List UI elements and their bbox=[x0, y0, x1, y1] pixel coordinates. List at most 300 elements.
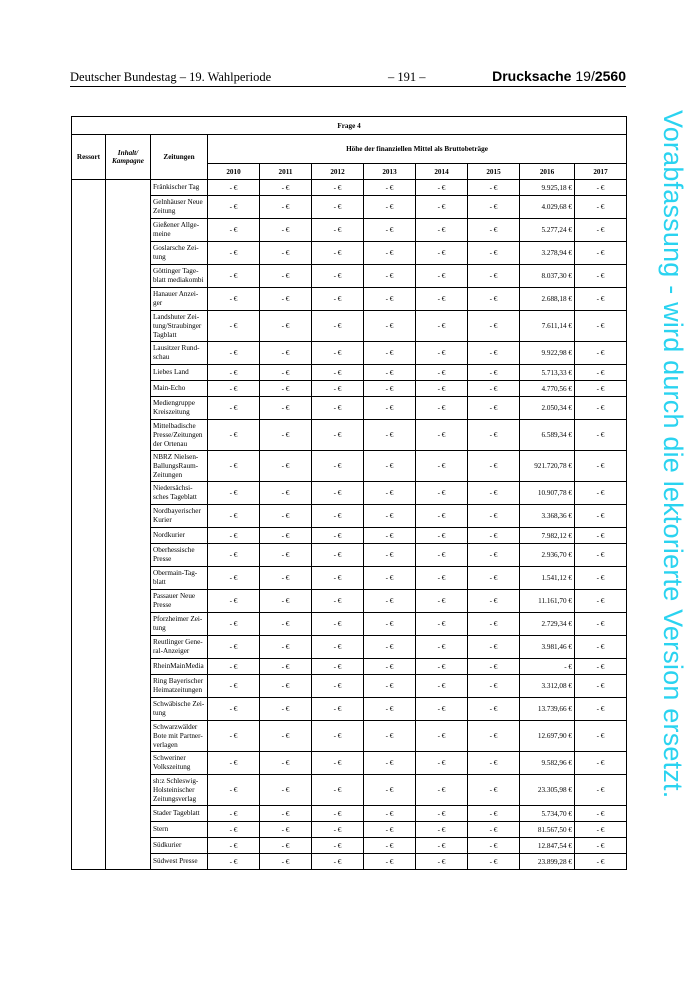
amount-2011: - € bbox=[260, 528, 312, 544]
amount-2012: - € bbox=[312, 752, 364, 775]
table-row bbox=[72, 311, 627, 342]
table-row bbox=[72, 838, 627, 854]
amount-2010: - € bbox=[208, 698, 260, 721]
amount-2016: 81.567,50 € bbox=[520, 822, 575, 838]
amount-2014: - € bbox=[416, 854, 468, 870]
amount-2012: - € bbox=[312, 420, 364, 451]
amount-2014: - € bbox=[416, 590, 468, 613]
table-row bbox=[72, 196, 627, 219]
amount-2011: - € bbox=[260, 854, 312, 870]
amount-2015: - € bbox=[468, 482, 520, 505]
newspaper-name: Göttinger Tage-blatt mediakombi bbox=[151, 265, 208, 288]
amount-2012: - € bbox=[312, 451, 364, 482]
amount-2011: - € bbox=[260, 659, 312, 675]
amount-2015: - € bbox=[468, 180, 520, 196]
amount-2015: - € bbox=[468, 659, 520, 675]
amount-2016: 3.981,46 € bbox=[520, 636, 575, 659]
amount-2013: - € bbox=[364, 219, 416, 242]
newspaper-name: Fränkischer Tag bbox=[151, 180, 208, 196]
amount-2014: - € bbox=[416, 675, 468, 698]
year-header-2012: 2012 bbox=[312, 164, 364, 180]
year-header-2014: 2014 bbox=[416, 164, 468, 180]
amount-2012: - € bbox=[312, 838, 364, 854]
amount-2012: - € bbox=[312, 219, 364, 242]
amount-2017: - € bbox=[575, 806, 627, 822]
amount-2012: - € bbox=[312, 196, 364, 219]
table-row bbox=[72, 180, 627, 196]
amount-2017: - € bbox=[575, 397, 627, 420]
table-row bbox=[72, 505, 627, 528]
drucksache-number: 2560 bbox=[594, 68, 626, 84]
newspaper-name: Hanauer Anzei-ger bbox=[151, 288, 208, 311]
amount-2017: - € bbox=[575, 752, 627, 775]
newspaper-name: Niedersächsi-sches Tageblatt bbox=[151, 482, 208, 505]
amount-2011: - € bbox=[260, 420, 312, 451]
amount-2017: - € bbox=[575, 613, 627, 636]
amount-2014: - € bbox=[416, 544, 468, 567]
amount-2012: - € bbox=[312, 180, 364, 196]
newspaper-name: Stader Tageblatt bbox=[151, 806, 208, 822]
amount-2013: - € bbox=[364, 822, 416, 838]
amount-2014: - € bbox=[416, 528, 468, 544]
amount-2013: - € bbox=[364, 775, 416, 806]
amount-2017: - € bbox=[575, 721, 627, 752]
table-row bbox=[72, 636, 627, 659]
amount-2011: - € bbox=[260, 219, 312, 242]
amount-2011: - € bbox=[260, 451, 312, 482]
amount-2015: - € bbox=[468, 854, 520, 870]
amount-2013: - € bbox=[364, 636, 416, 659]
amount-2014: - € bbox=[416, 752, 468, 775]
amount-2013: - € bbox=[364, 365, 416, 381]
amount-2016: 9.582,96 € bbox=[520, 752, 575, 775]
amount-2012: - € bbox=[312, 567, 364, 590]
amount-2011: - € bbox=[260, 311, 312, 342]
amount-2013: - € bbox=[364, 397, 416, 420]
funding-table bbox=[71, 116, 627, 870]
amount-2015: - € bbox=[468, 822, 520, 838]
amount-2015: - € bbox=[468, 219, 520, 242]
amount-2010: - € bbox=[208, 806, 260, 822]
amount-2015: - € bbox=[468, 242, 520, 265]
amount-2017: - € bbox=[575, 567, 627, 590]
amount-2016: 8.037,30 € bbox=[520, 265, 575, 288]
amount-2010: - € bbox=[208, 567, 260, 590]
amount-2017: - € bbox=[575, 659, 627, 675]
newspaper-name: Main-Echo bbox=[151, 381, 208, 397]
amount-2017: - € bbox=[575, 636, 627, 659]
amount-2014: - € bbox=[416, 219, 468, 242]
watermark bbox=[658, 110, 698, 900]
newspaper-name: Gießener Allge-meine bbox=[151, 219, 208, 242]
amount-2015: - € bbox=[468, 675, 520, 698]
amount-2015: - € bbox=[468, 397, 520, 420]
newspaper-name: Landshuter Zei-tung/Straubinger Tagblatt bbox=[151, 311, 208, 342]
newspaper-name: RheinMainMedia bbox=[151, 659, 208, 675]
amount-2013: - € bbox=[364, 613, 416, 636]
amount-2016: 11.161,70 € bbox=[520, 590, 575, 613]
amount-2011: - € bbox=[260, 675, 312, 698]
amount-2010: - € bbox=[208, 775, 260, 806]
amount-2012: - € bbox=[312, 806, 364, 822]
newspaper-name: Schwäbische Zei-tung bbox=[151, 698, 208, 721]
newspaper-name: Passauer Neue Presse bbox=[151, 590, 208, 613]
amount-2011: - € bbox=[260, 822, 312, 838]
amount-2014: - € bbox=[416, 838, 468, 854]
amount-2011: - € bbox=[260, 242, 312, 265]
amount-2017: - € bbox=[575, 698, 627, 721]
amount-2010: - € bbox=[208, 381, 260, 397]
newspaper-name: Mediengruppe Kreiszeitung bbox=[151, 397, 208, 420]
table-row bbox=[72, 698, 627, 721]
amount-2015: - € bbox=[468, 288, 520, 311]
year-header-2016: 2016 bbox=[520, 164, 575, 180]
amount-2013: - € bbox=[364, 265, 416, 288]
amount-2017: - € bbox=[575, 420, 627, 451]
amount-2013: - € bbox=[364, 342, 416, 365]
amount-2016: 2.936,70 € bbox=[520, 544, 575, 567]
amount-2013: - € bbox=[364, 675, 416, 698]
amount-2015: - € bbox=[468, 636, 520, 659]
amount-2014: - € bbox=[416, 822, 468, 838]
amount-2013: - € bbox=[364, 311, 416, 342]
amount-2014: - € bbox=[416, 180, 468, 196]
amount-2015: - € bbox=[468, 806, 520, 822]
year-header-2017: 2017 bbox=[575, 164, 627, 180]
amount-2016: 6.589,34 € bbox=[520, 420, 575, 451]
amount-2016: 2.050,34 € bbox=[520, 397, 575, 420]
amount-2011: - € bbox=[260, 544, 312, 567]
amount-2013: - € bbox=[364, 698, 416, 721]
amount-2016: 921.720,78 € bbox=[520, 451, 575, 482]
year-header-2015: 2015 bbox=[468, 164, 520, 180]
amount-2011: - € bbox=[260, 806, 312, 822]
watermark-text: Vorabfassung - wird durch die lektorierte Version ersetzt. bbox=[658, 110, 688, 799]
amount-2017: - € bbox=[575, 381, 627, 397]
amount-2014: - € bbox=[416, 721, 468, 752]
amount-2017: - € bbox=[575, 482, 627, 505]
newspaper-name: Reutlinger Gene-ral-Anzeiger bbox=[151, 636, 208, 659]
amount-2012: - € bbox=[312, 636, 364, 659]
table-row bbox=[72, 590, 627, 613]
amount-2014: - € bbox=[416, 806, 468, 822]
amount-2012: - € bbox=[312, 698, 364, 721]
ressort-column-header: Ressort bbox=[72, 135, 106, 180]
amount-2016: 7.611,14 € bbox=[520, 311, 575, 342]
amount-2015: - € bbox=[468, 420, 520, 451]
amount-2015: - € bbox=[468, 265, 520, 288]
amount-2015: - € bbox=[468, 451, 520, 482]
amount-2012: - € bbox=[312, 854, 364, 870]
amount-2016: 2.729,34 € bbox=[520, 613, 575, 636]
amount-2016: 9.922,98 € bbox=[520, 342, 575, 365]
amount-2015: - € bbox=[468, 775, 520, 806]
table-row bbox=[72, 775, 627, 806]
amount-2014: - € bbox=[416, 613, 468, 636]
table-row bbox=[72, 397, 627, 420]
amount-2017: - € bbox=[575, 265, 627, 288]
amount-2011: - € bbox=[260, 636, 312, 659]
amount-2017: - € bbox=[575, 838, 627, 854]
amount-2016: 3.278,94 € bbox=[520, 242, 575, 265]
amount-2011: - € bbox=[260, 698, 312, 721]
amount-2011: - € bbox=[260, 567, 312, 590]
inhalt-column-header: Inhalt/ Kampagne bbox=[106, 135, 151, 180]
table-row bbox=[72, 482, 627, 505]
amount-2012: - € bbox=[312, 265, 364, 288]
amount-2014: - € bbox=[416, 196, 468, 219]
amount-2016: 10.907,78 € bbox=[520, 482, 575, 505]
newspaper-name: Obermain-Tag-blatt bbox=[151, 567, 208, 590]
ressort-cell bbox=[72, 180, 106, 870]
amount-2010: - € bbox=[208, 420, 260, 451]
table-row bbox=[72, 381, 627, 397]
amount-2011: - € bbox=[260, 180, 312, 196]
amount-2011: - € bbox=[260, 265, 312, 288]
amount-2011: - € bbox=[260, 342, 312, 365]
year-header-2011: 2011 bbox=[260, 164, 312, 180]
table-row bbox=[72, 219, 627, 242]
amount-2017: - € bbox=[575, 288, 627, 311]
table-row bbox=[72, 806, 627, 822]
question-header: Frage 4 bbox=[72, 117, 627, 135]
amount-2013: - € bbox=[364, 482, 416, 505]
amount-2012: - € bbox=[312, 482, 364, 505]
amount-2016: 13.739,66 € bbox=[520, 698, 575, 721]
amount-2014: - € bbox=[416, 242, 468, 265]
table-row bbox=[72, 675, 627, 698]
amount-2013: - € bbox=[364, 752, 416, 775]
amount-2014: - € bbox=[416, 567, 468, 590]
amount-2011: - € bbox=[260, 838, 312, 854]
page-number: – 191 – bbox=[388, 70, 426, 84]
year-header-2010: 2010 bbox=[208, 164, 260, 180]
amount-2011: - € bbox=[260, 775, 312, 806]
amount-2013: - € bbox=[364, 567, 416, 590]
amount-2017: - € bbox=[575, 451, 627, 482]
newspaper-name: Lausitzer Rund-schau bbox=[151, 342, 208, 365]
amount-2010: - € bbox=[208, 528, 260, 544]
amount-2010: - € bbox=[208, 265, 260, 288]
amount-2013: - € bbox=[364, 420, 416, 451]
newspaper-name: Nordkurier bbox=[151, 528, 208, 544]
amount-2013: - € bbox=[364, 854, 416, 870]
amount-2010: - € bbox=[208, 451, 260, 482]
amount-group-header: Höhe der finanziellen Mittel als Bruttobeträge bbox=[208, 135, 627, 164]
amount-2013: - € bbox=[364, 544, 416, 567]
amount-2012: - € bbox=[312, 822, 364, 838]
table-row bbox=[72, 659, 627, 675]
amount-2016: - € bbox=[520, 659, 575, 675]
amount-2010: - € bbox=[208, 219, 260, 242]
amount-2011: - € bbox=[260, 397, 312, 420]
amount-2016: 2.688,18 € bbox=[520, 288, 575, 311]
amount-2016: 4.770,56 € bbox=[520, 381, 575, 397]
amount-2017: - € bbox=[575, 365, 627, 381]
table-row bbox=[72, 242, 627, 265]
amount-2015: - € bbox=[468, 838, 520, 854]
amount-2012: - € bbox=[312, 659, 364, 675]
amount-2016: 3.368,36 € bbox=[520, 505, 575, 528]
amount-2010: - € bbox=[208, 822, 260, 838]
amount-2014: - € bbox=[416, 397, 468, 420]
amount-2014: - € bbox=[416, 381, 468, 397]
amount-2012: - € bbox=[312, 775, 364, 806]
amount-2012: - € bbox=[312, 528, 364, 544]
amount-2010: - € bbox=[208, 659, 260, 675]
amount-2017: - € bbox=[575, 242, 627, 265]
amount-2017: - € bbox=[575, 219, 627, 242]
amount-2013: - € bbox=[364, 381, 416, 397]
document-number bbox=[492, 68, 626, 84]
amount-2013: - € bbox=[364, 590, 416, 613]
amount-2010: - € bbox=[208, 365, 260, 381]
newspaper-name: Pforzheimer Zei-tung bbox=[151, 613, 208, 636]
amount-2011: - € bbox=[260, 381, 312, 397]
amount-2016: 5.277,24 € bbox=[520, 219, 575, 242]
amount-2012: - € bbox=[312, 613, 364, 636]
amount-2013: - € bbox=[364, 528, 416, 544]
amount-2017: - € bbox=[575, 505, 627, 528]
table-row bbox=[72, 265, 627, 288]
year-header-2013: 2013 bbox=[364, 164, 416, 180]
amount-2012: - € bbox=[312, 288, 364, 311]
amount-2016: 1.541,12 € bbox=[520, 567, 575, 590]
amount-2015: - € bbox=[468, 528, 520, 544]
amount-2011: - € bbox=[260, 365, 312, 381]
amount-2014: - € bbox=[416, 288, 468, 311]
amount-2015: - € bbox=[468, 311, 520, 342]
amount-2016: 5.713,33 € bbox=[520, 365, 575, 381]
amount-2016: 5.734,70 € bbox=[520, 806, 575, 822]
amount-2014: - € bbox=[416, 342, 468, 365]
amount-2015: - € bbox=[468, 544, 520, 567]
table-row bbox=[72, 721, 627, 752]
amount-2013: - € bbox=[364, 242, 416, 265]
amount-2012: - € bbox=[312, 242, 364, 265]
table-row bbox=[72, 342, 627, 365]
newspaper-name: sh:z Schleswig-Holsteinischer Zeitungsverlag bbox=[151, 775, 208, 806]
amount-2010: - € bbox=[208, 311, 260, 342]
amount-2013: - € bbox=[364, 288, 416, 311]
amount-2010: - € bbox=[208, 590, 260, 613]
table-row bbox=[72, 822, 627, 838]
amount-2014: - € bbox=[416, 636, 468, 659]
amount-2012: - € bbox=[312, 365, 364, 381]
newspaper-name: Nordbayerischer Kurier bbox=[151, 505, 208, 528]
table-row bbox=[72, 288, 627, 311]
amount-2017: - € bbox=[575, 854, 627, 870]
newspaper-name: Mittelbadische Presse/Zeitungen der Ortenau bbox=[151, 420, 208, 451]
amount-2010: - € bbox=[208, 342, 260, 365]
amount-2010: - € bbox=[208, 675, 260, 698]
amount-2015: - € bbox=[468, 590, 520, 613]
amount-2010: - € bbox=[208, 544, 260, 567]
amount-2017: - € bbox=[575, 342, 627, 365]
amount-2013: - € bbox=[364, 196, 416, 219]
amount-2011: - € bbox=[260, 482, 312, 505]
amount-2012: - € bbox=[312, 590, 364, 613]
amount-2010: - € bbox=[208, 838, 260, 854]
amount-2014: - € bbox=[416, 311, 468, 342]
amount-2016: 3.312,08 € bbox=[520, 675, 575, 698]
amount-2016: 4.029,68 € bbox=[520, 196, 575, 219]
parliament-label: Deutscher Bundestag – 19. Wahlperiode bbox=[70, 70, 272, 84]
amount-2015: - € bbox=[468, 342, 520, 365]
amount-2013: - € bbox=[364, 505, 416, 528]
amount-2016: 23.899,28 € bbox=[520, 854, 575, 870]
amount-2012: - € bbox=[312, 397, 364, 420]
amount-2015: - € bbox=[468, 752, 520, 775]
amount-2015: - € bbox=[468, 365, 520, 381]
amount-2017: - € bbox=[575, 311, 627, 342]
amount-2014: - € bbox=[416, 365, 468, 381]
table-row bbox=[72, 420, 627, 451]
drucksache-prefix: 19/ bbox=[575, 68, 595, 84]
table-row bbox=[72, 451, 627, 482]
newspaper-name: Gelnhäuser Neue Zeitung bbox=[151, 196, 208, 219]
amount-2011: - € bbox=[260, 721, 312, 752]
amount-2017: - € bbox=[575, 775, 627, 806]
amount-2012: - € bbox=[312, 342, 364, 365]
amount-2014: - € bbox=[416, 482, 468, 505]
table-row bbox=[72, 544, 627, 567]
amount-2017: - € bbox=[575, 196, 627, 219]
amount-2016: 12.847,54 € bbox=[520, 838, 575, 854]
zeitungen-column-header: Zeitungen bbox=[151, 135, 208, 180]
amount-2013: - € bbox=[364, 806, 416, 822]
amount-2015: - € bbox=[468, 567, 520, 590]
amount-2014: - € bbox=[416, 698, 468, 721]
amount-2014: - € bbox=[416, 420, 468, 451]
amount-2017: - € bbox=[575, 528, 627, 544]
amount-2012: - € bbox=[312, 675, 364, 698]
newspaper-name: Schwarzwälder Bote mit Partner-verlagen bbox=[151, 721, 208, 752]
amount-2014: - € bbox=[416, 265, 468, 288]
amount-2015: - € bbox=[468, 613, 520, 636]
amount-2016: 9.925,18 € bbox=[520, 180, 575, 196]
amount-2013: - € bbox=[364, 180, 416, 196]
amount-2011: - € bbox=[260, 590, 312, 613]
amount-2017: - € bbox=[575, 180, 627, 196]
table-row bbox=[72, 528, 627, 544]
header-rule bbox=[70, 86, 626, 87]
newspaper-name: Goslarsche Zei-tung bbox=[151, 242, 208, 265]
amount-2011: - € bbox=[260, 288, 312, 311]
inhalt-cell bbox=[106, 180, 151, 870]
amount-2010: - € bbox=[208, 288, 260, 311]
amount-2015: - € bbox=[468, 721, 520, 752]
amount-2012: - € bbox=[312, 721, 364, 752]
amount-2017: - € bbox=[575, 590, 627, 613]
amount-2011: - € bbox=[260, 196, 312, 219]
amount-2012: - € bbox=[312, 381, 364, 397]
newspaper-name: Oberhessische Presse bbox=[151, 544, 208, 567]
drucksache-label: Drucksache bbox=[492, 68, 572, 84]
amount-2012: - € bbox=[312, 505, 364, 528]
amount-2010: - € bbox=[208, 482, 260, 505]
amount-2010: - € bbox=[208, 242, 260, 265]
amount-2012: - € bbox=[312, 544, 364, 567]
amount-2010: - € bbox=[208, 613, 260, 636]
table-row bbox=[72, 613, 627, 636]
amount-2014: - € bbox=[416, 659, 468, 675]
amount-2014: - € bbox=[416, 775, 468, 806]
amount-2016: 12.697,90 € bbox=[520, 721, 575, 752]
amount-2015: - € bbox=[468, 505, 520, 528]
amount-2015: - € bbox=[468, 381, 520, 397]
amount-2017: - € bbox=[575, 544, 627, 567]
